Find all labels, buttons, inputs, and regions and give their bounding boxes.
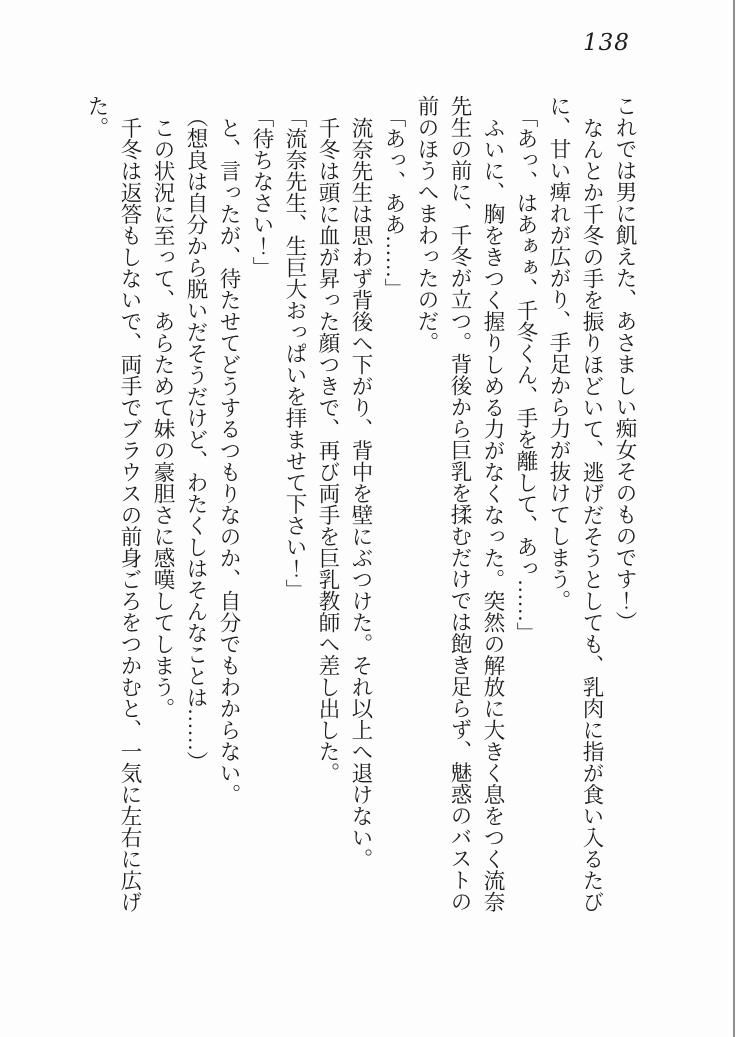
paragraph: と、言ったが、待たせてどうするつもりなのか、自分でもわからない。 [217, 116, 241, 805]
paragraph: 「あっ、ああ……」 [382, 105, 406, 300]
page-edge-line [733, 0, 735, 1037]
paragraph: ふいに、胸をきつく握りしめる力がなくなった。突然の解放に大きく息をつく流奈先生の前に、千冬が立つ。背後から巨乳を揉むだけでは飽き足らず、魅惑のバストの前のほうへまわったのだ。 [415, 95, 505, 912]
paragraph: 「あっ、はあぁぁ、千冬くん、手を離して、あっ……」 [514, 105, 538, 644]
paragraph: これでは男に飢えた、あさましい痴女そのものです！） [613, 95, 637, 633]
paragraph: 千冬は返答もしないで、両手でブラウスの前身ごろをつかむと、一気に左右に広げた。 [85, 95, 142, 912]
page-number: 138 [583, 30, 630, 56]
paragraph: この状況に至って、あらためて妹の豪胆さに感嘆してしまう。 [151, 116, 175, 719]
paragraph: なんとか千冬の手を振りほどいて、逃げだそうとしても、乳肉に指が食い入るたびに、甘い痺れが広がり、手足から力が抜けてしまう。 [547, 95, 604, 912]
paragraph: （想良は自分から脱いだそうだけど、わたくしはそんなことは……） [184, 105, 208, 773]
paragraph: 流奈先生は思わず背後へ下がり、背中を壁にぶつけた。それ以上へ退けない。 [349, 116, 373, 869]
paragraph: 「流奈先生、生巨大おっぱいを拝ませて下さい！」 [283, 105, 307, 601]
paragraph: 千冬は頭に血が昇った顔つきで、再び両手を巨乳教師へ差し出した。 [316, 116, 340, 783]
text-body [80, 95, 641, 915]
paragraph: 「待ちなさい！」 [250, 105, 274, 278]
